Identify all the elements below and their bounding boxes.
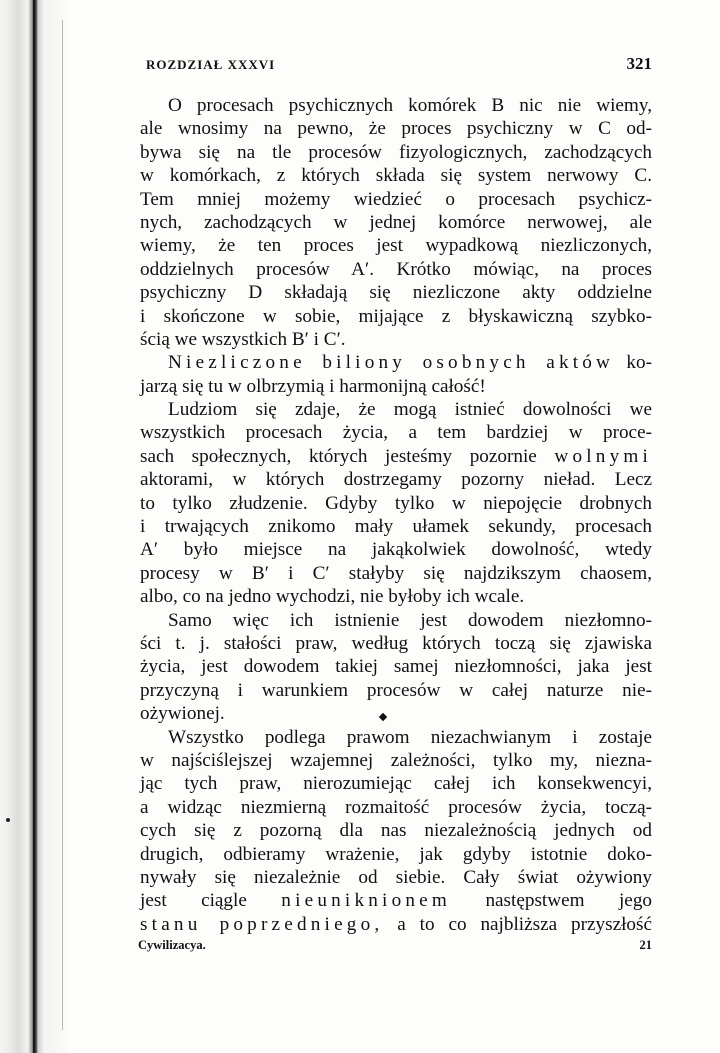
text-line: albo, co na jedno wychodzi, nie byłoby ich wcale. <box>140 586 525 608</box>
text-fragment: jest ciągle <box>140 890 247 912</box>
text-line: Ludziom się zdaje, że mogą istnieć dowolności we <box>168 399 652 421</box>
text-line: i skończone w sobie, mijające z błyskawiczną szybko- <box>140 305 652 327</box>
text-line: Samo więc ich istnienie jest dowodem niezłomno- <box>168 609 652 631</box>
text-line: oddzielnych procesów A′. Krótko mówiąc, na proces <box>140 258 652 280</box>
body-text <box>140 94 652 936</box>
text-line: w najściślejszej wzajemnej zależności, tylko my, nieznа- <box>140 749 652 771</box>
text-line: wszystkich procesach życia, a tem bardziej w proce- <box>140 422 652 444</box>
scan-speck <box>6 818 10 822</box>
text-line <box>140 351 652 374</box>
sheet-number: 21 <box>639 938 652 952</box>
text-line: aktorami, w których dostrzegamy pozorny nieład. Lecz <box>140 469 652 491</box>
text-line <box>140 889 652 912</box>
text-line: jarzą się tu w olbrzymią i harmonijną całość! <box>140 375 486 397</box>
text-line: A′ było miejsce na jakąkolwiek dowolność, wtedy <box>140 539 652 561</box>
text-line: jąc tych praw, nierozumiejąc całej ich konsekwencyi, <box>140 773 652 795</box>
text-line: nywały się niezależnie od siebie. Cały świat ożywiony <box>140 866 652 888</box>
signature-mark: Cywilizacya. <box>138 938 206 952</box>
text-line: bywa się na tle procesów fizyologicznych, zachodzących <box>140 141 652 163</box>
hyphen-fragment: ko- <box>626 352 652 374</box>
chapter-title: ROZDZIAŁ XXXVI <box>146 57 276 72</box>
text-line: a widząc niezmierną rozmaitość procesów życia, toczą- <box>140 796 652 818</box>
binding-edge <box>0 0 70 1053</box>
text-line: ożywionej. <box>140 703 225 725</box>
text-line <box>140 913 652 936</box>
text-line: psychiczny D składają się niezliczone akty oddzielne <box>140 282 652 304</box>
spaced-emphasis: wolnymi <box>554 445 653 467</box>
page-number: 321 <box>626 54 652 73</box>
text-line: w komórkach, z których składa się system nerwowy C. <box>140 165 652 187</box>
binding-fold-line <box>62 20 63 1030</box>
text-line: Wszystko podlega prawom niezachwianym i zostaje <box>168 726 652 748</box>
spaced-emphasis: stanu poprzedniego, <box>140 913 384 935</box>
text-fragment: a to co najbliższa przyszłość <box>397 913 653 935</box>
text-line: drugich, odbieramy wrażenie, jak gdyby istotnie doko- <box>140 843 652 865</box>
text-line: życia, jest dowodem takiej samej niezłomności, jaka jest <box>140 656 652 678</box>
text-line: procesy w B′ i C′ stałyby się najdzikszym chaosem, <box>140 562 652 584</box>
text-line: O procesach psychicznych komórek B nic nie wiemy, <box>168 95 652 116</box>
spaced-emphasis: nieuniknionem <box>281 890 452 912</box>
text-fragment: następstwem jego <box>485 890 653 912</box>
text-fragment: sach społecznych, których jesteśmy pozornie <box>140 445 537 467</box>
text-line: ści t. j. stałości praw, według których toczą się zjawiska <box>140 632 652 654</box>
text-line: Tem mniej możemy wiedzieć o procesach psychicz- <box>140 188 652 210</box>
text-line: przyczyną i warunkiem procesów w całej naturze nie- <box>140 679 652 701</box>
text-line: nych, zachodzących w jednej komórce nerwowej, ale <box>140 211 652 233</box>
text-line: to tylko złudzenie. Gdyby tylko w niepojęcie drobnych <box>140 492 652 514</box>
binding-shadow-line <box>33 0 35 1053</box>
spaced-emphasis: Niezliczone biliony osobnych aktów <box>168 352 615 374</box>
text-line: cych się z pozorną dla nas niezależnością jednych od <box>140 820 652 842</box>
text-line: wiemy, że ten proces jest wypadkową niezliczonych, <box>140 235 652 257</box>
text-line: ale wnosimy na pewno, że proces psychiczny w C od- <box>140 118 652 140</box>
text-line: i trwających znikomo mały ułamek sekundy, procesach <box>140 516 652 538</box>
text-line <box>140 445 652 468</box>
running-header <box>136 54 652 74</box>
page-footer <box>138 938 652 956</box>
text-line: ścią we wszystkich B′ i C′. <box>140 328 346 350</box>
